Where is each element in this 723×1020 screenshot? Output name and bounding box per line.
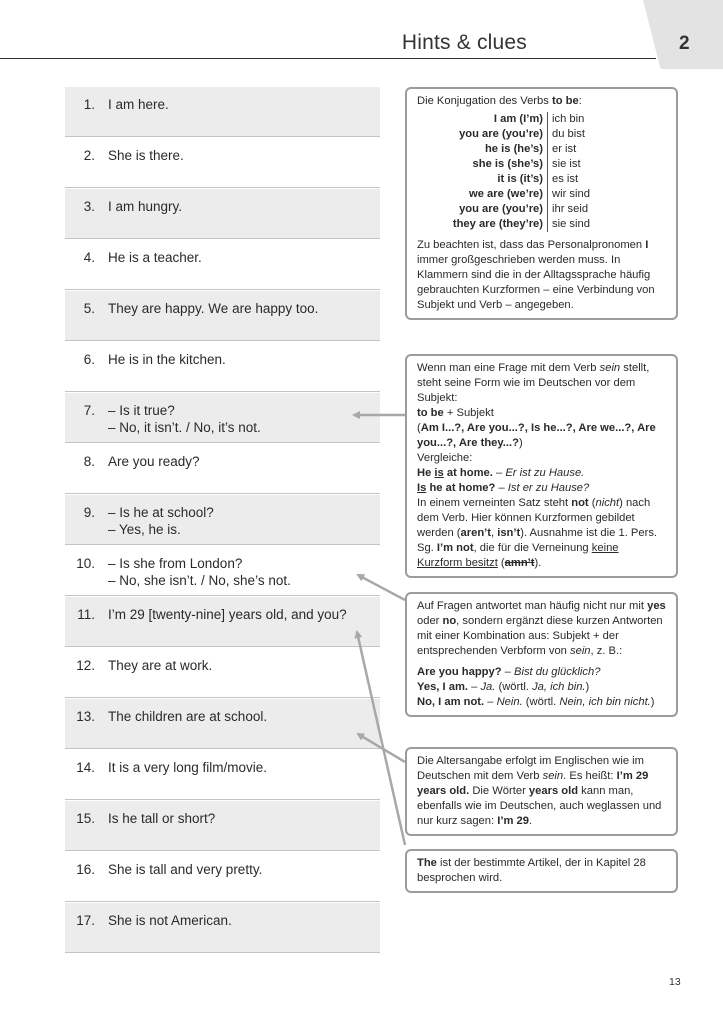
hint-text: Vergleiche: xyxy=(417,452,473,464)
exercise-text: Is he tall or short? xyxy=(108,811,216,826)
exercise-number: 1. xyxy=(83,97,95,112)
hint-text: (wörtl. xyxy=(522,696,560,708)
exercise-number: 4. xyxy=(83,250,95,265)
exercise-text: It is a very long film/movie. xyxy=(108,760,268,775)
hint-text: I xyxy=(645,239,649,251)
arrow-hint3-to-10 xyxy=(358,575,405,600)
hint-text: sie ist xyxy=(552,158,581,170)
exercise-number: 16. xyxy=(76,862,95,877)
hint-text: Bist du glücklich? xyxy=(514,666,601,678)
hint-text: ) nach dem Verb. Hier können Kurzformen gebildet werden ( xyxy=(417,497,651,539)
exercise-number: 13. xyxy=(76,709,95,724)
hint-text: Die Wörter xyxy=(469,785,529,797)
exercise-number: 8. xyxy=(83,454,95,469)
chapter-number: 2 xyxy=(679,33,690,54)
exercise-text: Are you ready? xyxy=(108,454,200,469)
hint-text: no xyxy=(442,615,457,627)
conjugation-table xyxy=(417,112,590,232)
hint-text: Wenn man eine Frage mit dem Verb xyxy=(417,362,600,374)
hint-text: ). Ausnahme ist die 1. Pers. Sg. xyxy=(417,527,658,554)
hint-text: yes xyxy=(647,600,666,612)
hint-text: isn’t xyxy=(497,527,521,539)
hint-text: Nein. xyxy=(496,696,523,708)
hint-text: they are (they’re) xyxy=(417,217,548,232)
hint-box-questions xyxy=(405,354,678,578)
exercise-text: The children are at school. xyxy=(108,709,268,724)
exercise-number: 9. xyxy=(83,505,95,520)
hint-text: Zu beachten ist, dass das Personalpronomen xyxy=(417,239,646,251)
hint-text: ( xyxy=(497,557,505,569)
hint-text: years old xyxy=(528,785,579,797)
hint-text: du bist xyxy=(552,128,585,140)
hint-text: ihr seid xyxy=(552,203,589,215)
exercise-text: They are happy. We are happy too. xyxy=(108,301,319,316)
hint-text: er ist xyxy=(552,143,577,155)
hint-text: wir sind xyxy=(552,188,590,200)
hint-text: to be xyxy=(417,407,444,419)
hint-box-conjugation xyxy=(405,87,678,320)
hint-text: to be xyxy=(551,95,579,107)
exercise-number: 2. xyxy=(83,148,95,163)
hint-text: ist der bestimmte Artikel, der in Kapitel 28 besprochen wird. xyxy=(417,857,646,884)
exercise-text: – Is she from London? – No, she isn’t. / No, she’s not. xyxy=(108,556,291,588)
hint-text: Auf Fragen antwortet man häufig nicht nur mit xyxy=(417,600,648,612)
hint-text: ) xyxy=(585,681,590,693)
exercise-number: 12. xyxy=(76,658,95,673)
hint-text: stellt, steht seine Form wie im Deutschen vor dem Subjekt: xyxy=(417,362,650,404)
exercise-text: He is in the kitchen. xyxy=(108,352,226,367)
hint-text: amn’t xyxy=(504,557,535,569)
hint-text: + Subjekt xyxy=(443,407,494,419)
exercise-text: – Is he at school? – Yes, he is. xyxy=(108,505,214,537)
hint-text: sein xyxy=(542,770,564,782)
hint-text: ( xyxy=(588,497,596,509)
hint-text: : xyxy=(578,95,582,107)
hint-text: ) xyxy=(518,437,523,449)
exercise-text: She is there. xyxy=(108,148,184,163)
exercise-text: – Is it true? – No, it isn’t. / No, it’s not. xyxy=(108,403,261,435)
hint-text: , sondern ergänzt diese kurzen Antworten mit einer Kombination aus: Subjekt + der entsprechenden Verbform von xyxy=(417,615,663,657)
exercise-text: She is tall and very pretty. xyxy=(108,862,263,877)
hint-text: The xyxy=(417,857,437,869)
hint-text: at home. xyxy=(443,467,493,479)
hint-text: nicht xyxy=(595,497,620,509)
exercise-text: She is not American. xyxy=(108,913,232,928)
exercise-text: They are at work. xyxy=(108,658,213,673)
hint-text: Yes, I am. xyxy=(417,681,468,693)
hint-text: , xyxy=(491,527,498,539)
hint-text: es ist xyxy=(552,173,579,185)
hint-text: – xyxy=(495,482,508,494)
hint-text: sie sind xyxy=(552,218,590,230)
hint-text: not xyxy=(571,497,589,509)
page-title: Hints & clues xyxy=(401,31,527,54)
hint-text: immer großgeschrieben werden muss. In Klammern sind die in der Alltagssprache häufig gebrauchten Kurzformen – eine Verbindung von Subjekt und Verb – angegeben. xyxy=(417,254,655,311)
hint-text: ( xyxy=(417,422,421,434)
hint-text: , z. B.: xyxy=(590,645,623,657)
hint-text: he at home? xyxy=(426,482,496,494)
hint-text: – xyxy=(468,681,481,693)
hint-text: sein xyxy=(599,362,621,374)
hint-text: No, I am not. xyxy=(417,696,485,708)
hint-text: keine Kurzform besitzt xyxy=(417,542,619,569)
hint-text: you are (you’re) xyxy=(417,127,548,142)
hint-box-age xyxy=(405,747,678,836)
hint-text: Am I...?, Are you...?, Is he...?, Are we...?, Are you...?, Are they...? xyxy=(417,422,656,449)
exercise-number: 10. xyxy=(76,556,95,571)
hint-text: Die Altersangabe erfolgt im Englischen wie im Deutschen mit dem Verb xyxy=(417,755,644,782)
page-number: 13 xyxy=(669,976,681,988)
hint-text: we are (we’re) xyxy=(417,187,548,202)
hint-text: He xyxy=(417,467,435,479)
exercise-number: 3. xyxy=(83,199,95,214)
hint-text: – xyxy=(484,696,497,708)
hint-text: kann man, ebenfalls wie im Deutschen, auch weglassen und nur kurz sagen: xyxy=(417,785,662,827)
exercise-text: I am hungry. xyxy=(108,199,183,214)
hint-text: Ja. xyxy=(480,681,496,693)
exercise-number: 6. xyxy=(83,352,95,367)
hint-text: In einem verneinten Satz steht xyxy=(417,497,572,509)
hint-text: I’m 29 years old. xyxy=(417,770,649,797)
hint-text: – xyxy=(492,467,506,479)
hint-box-short-answers xyxy=(405,592,678,717)
hint-text: – xyxy=(501,666,514,678)
hint-text: . xyxy=(528,815,533,827)
hint-text: Er ist zu Hause. xyxy=(505,467,585,479)
exercise-number: 7. xyxy=(83,403,95,418)
hint-text: he is (he’s) xyxy=(417,142,548,157)
hint-text: aren’t xyxy=(460,527,491,539)
hint-text: you are (you’re) xyxy=(417,202,548,217)
hint-text: ich bin xyxy=(552,113,585,125)
exercise-text: He is a teacher. xyxy=(108,250,202,265)
hint-text: . Es heißt: xyxy=(563,770,617,782)
hint-text: I’m 29 xyxy=(497,815,529,827)
hint-text: Is xyxy=(417,482,427,494)
exercise-text: I am here. xyxy=(108,97,169,112)
hint-text: ) xyxy=(650,696,655,708)
hint-text: oder xyxy=(417,615,443,627)
hint-box-article xyxy=(405,849,678,893)
hint-text: Are you happy? xyxy=(417,666,502,678)
hint-text: is xyxy=(434,467,444,479)
exercise-number: 5. xyxy=(83,301,95,316)
hint-text: I am (I’m) xyxy=(417,112,548,127)
hint-text: (wörtl. xyxy=(495,681,533,693)
exercise-text: I’m 29 [twenty-nine] years old, and you? xyxy=(108,607,347,622)
hint-text: Ja, ich bin. xyxy=(532,681,586,693)
hint-text: she is (she’s) xyxy=(417,157,548,172)
hint-text: Nein, ich bin nicht. xyxy=(559,696,651,708)
exercise-number: 15. xyxy=(76,811,95,826)
hint-text: Die Konjugation des Verbs xyxy=(417,95,552,107)
hint-text: sein xyxy=(570,645,591,657)
exercise-number: 17. xyxy=(76,913,95,928)
hint-text: ). xyxy=(534,557,542,569)
exercise-number: 11. xyxy=(77,607,95,622)
exercise-number: 14. xyxy=(76,760,95,775)
hint-text: it is (it’s) xyxy=(417,172,548,187)
hint-text: Ist er zu Hause? xyxy=(507,482,590,494)
hint-text: , die für die Verneinung xyxy=(473,542,592,554)
hint-text: I’m not xyxy=(436,542,474,554)
